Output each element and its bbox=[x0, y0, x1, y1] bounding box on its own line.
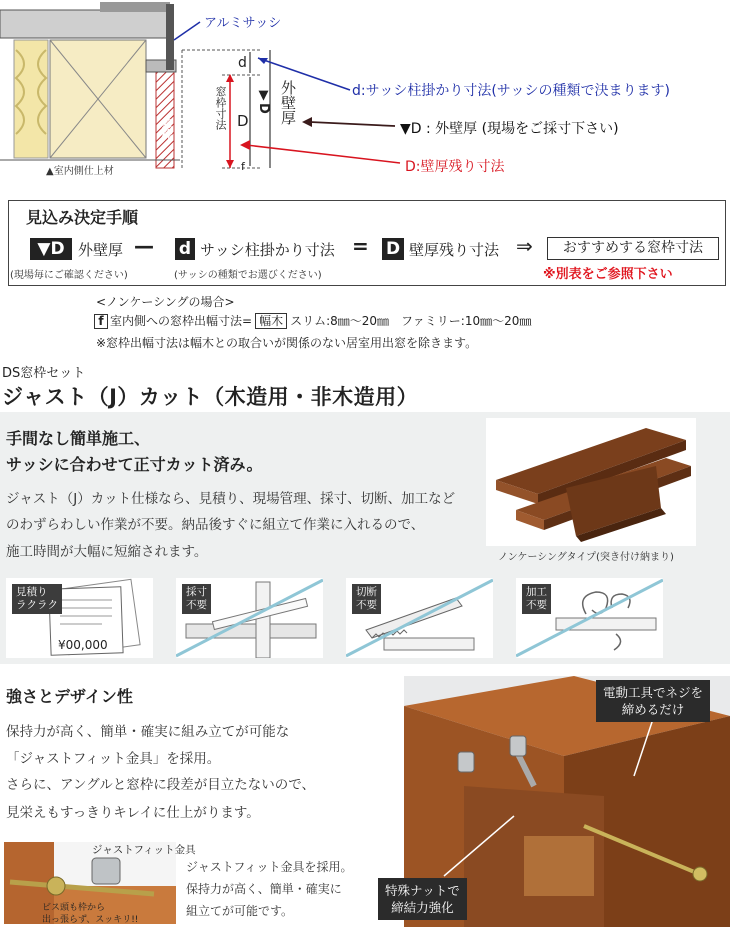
feature-1-body-3: 施工時間が大幅に短縮されます。 bbox=[6, 544, 208, 560]
non-casing-line-1 bbox=[94, 312, 531, 329]
callout-special-nut bbox=[378, 878, 467, 920]
dim-f-label: f bbox=[241, 160, 245, 173]
window-frame-label: 窓枠 bbox=[160, 118, 173, 140]
interior-finish-label: ▲室内側仕上材 bbox=[46, 166, 114, 177]
outer-wall-label: 外壁厚 bbox=[279, 80, 297, 125]
insulation bbox=[14, 40, 48, 158]
dim-D-label: D bbox=[237, 112, 249, 130]
tile-estimate-l2: ラクラク bbox=[16, 599, 58, 611]
dim-d-label: d bbox=[238, 55, 247, 71]
feature-2-body-1: 保持力が高く、簡単・確実に組み立てが可能な bbox=[6, 724, 290, 740]
tile-cut-tag bbox=[352, 584, 381, 614]
top-slab bbox=[0, 10, 170, 38]
wood-boards-image bbox=[486, 418, 696, 546]
legend-d: d:サッシ柱掛かり寸法(サッシの種類で決まります) bbox=[352, 83, 670, 99]
fitting-label: ジャストフィット金具 bbox=[92, 844, 196, 856]
tile-estimate bbox=[6, 578, 153, 658]
minus-sign: — bbox=[134, 234, 154, 258]
width-tag: 幅木 bbox=[255, 313, 287, 329]
feature-2-body-3: さらに、アングルと窓枠に段差が目立たないので、 bbox=[6, 777, 316, 793]
tile-cut-l2: 不要 bbox=[356, 599, 377, 611]
non-casing-line-1b: スリム:8㎜〜20㎜ ファミリー:10㎜〜20㎜ bbox=[290, 314, 532, 328]
tile-process-l2: 不要 bbox=[526, 599, 547, 611]
tile-estimate-l1: 見積り bbox=[16, 586, 48, 598]
product-title: ジャスト（J）カット（木造用・非木造用） bbox=[2, 385, 419, 409]
fitting-text-1: ジャストフィット金具を採用。 bbox=[186, 860, 353, 874]
tag-vD: ▼D bbox=[30, 238, 72, 260]
see-table-note: ※別表をご参照下さい bbox=[543, 267, 673, 282]
screw-note-2: 出っ張らず、スッキリ!! bbox=[42, 915, 139, 925]
feature-1-headline-1: 手間なし簡単施工、 bbox=[6, 429, 151, 448]
aluminum-sash-label: アルミサッシ bbox=[204, 16, 282, 31]
feature-1-headline-2: サッシに合わせて正寸カット済み。 bbox=[6, 455, 263, 474]
note-sash: (サッシの種類でお選びください) bbox=[174, 270, 322, 281]
tile-estimate-price: ¥00,000 bbox=[58, 638, 108, 652]
product-label: DS窓枠セット bbox=[2, 366, 86, 381]
fitting-text-3: 組立てが可能です。 bbox=[186, 904, 294, 918]
tile-estimate-tag bbox=[12, 584, 62, 614]
callout-special-nut-l1: 特殊ナットで bbox=[385, 883, 460, 898]
callout-power-tool bbox=[596, 680, 710, 722]
note-outer-wall: (現場毎にご確認ください) bbox=[10, 270, 128, 281]
tile-process-l1: 加工 bbox=[526, 586, 547, 598]
feature-2-body-4: 見栄えもすっきりキレイに仕上がります。 bbox=[6, 805, 260, 821]
feature-1-body-1: ジャスト（J）カット仕様なら、見積り、現場管理、採寸、切断、加工など bbox=[6, 491, 456, 507]
term-sash: サッシ柱掛かり寸法 bbox=[200, 241, 335, 259]
non-casing-line-1a: 室内側への窓枠出幅寸法= bbox=[110, 314, 253, 328]
callout-power-tool-l2: 締めるだけ bbox=[621, 702, 685, 717]
tile-measure bbox=[176, 578, 323, 658]
arrow-sign: ⇒ bbox=[516, 234, 533, 258]
legend-vD: ▼D : 外壁厚 (現場をご採寸下さい) bbox=[400, 121, 619, 137]
feature-2-headline: 強さとデザイン性 bbox=[6, 687, 133, 706]
f-tag: f bbox=[94, 314, 108, 329]
tag-d: d bbox=[175, 238, 195, 260]
wood-boards-caption: ノンケーシングタイプ(突き付け納まり) bbox=[498, 552, 674, 563]
procedure-title: 見込み決定手順 bbox=[26, 208, 139, 227]
callout-special-nut-l2: 締結力強化 bbox=[391, 900, 454, 915]
tile-process bbox=[516, 578, 663, 658]
recommended-frame-size-box: おすすめする窓枠寸法 bbox=[547, 237, 719, 260]
legend-D: D:壁厚残り寸法 bbox=[405, 159, 505, 175]
non-casing-line-2: ※窓枠出幅寸法は幅木との取合いが関係のない居室用出窓を除きます。 bbox=[96, 336, 478, 350]
window-frame-dim-label: 窓枠寸法 bbox=[214, 86, 227, 130]
term-remaining: 壁厚残り寸法 bbox=[409, 241, 500, 259]
tile-measure-l2: 不要 bbox=[186, 599, 207, 611]
tile-cut bbox=[346, 578, 493, 658]
tile-measure-l1: 採寸 bbox=[186, 586, 207, 598]
feature-1-body-2: のわずらわしい作業が不要。納品後すぐに組立て作業に入れるので、 bbox=[6, 517, 425, 533]
non-casing-heading: <ノンケーシングの場合> bbox=[96, 295, 235, 309]
equals-sign: = bbox=[352, 234, 369, 258]
screw-note-1: ビス頭も枠から bbox=[42, 903, 106, 913]
tile-cut-l1: 切断 bbox=[356, 586, 377, 598]
callout-power-tool-l1: 電動工具でネジを bbox=[603, 685, 704, 700]
feature-2-body-2: 「ジャストフィット金具」を採用。 bbox=[6, 751, 221, 767]
aluminum-sash bbox=[166, 4, 174, 70]
tile-measure-tag bbox=[182, 584, 211, 614]
tag-D: D bbox=[382, 238, 404, 260]
dim-vD-label: ▼D bbox=[256, 88, 271, 114]
term-outer-wall: 外壁厚 bbox=[78, 241, 124, 259]
fitting-text-2: 保持力が高く、簡単・確実に bbox=[186, 882, 342, 896]
tile-process-tag bbox=[522, 584, 551, 614]
